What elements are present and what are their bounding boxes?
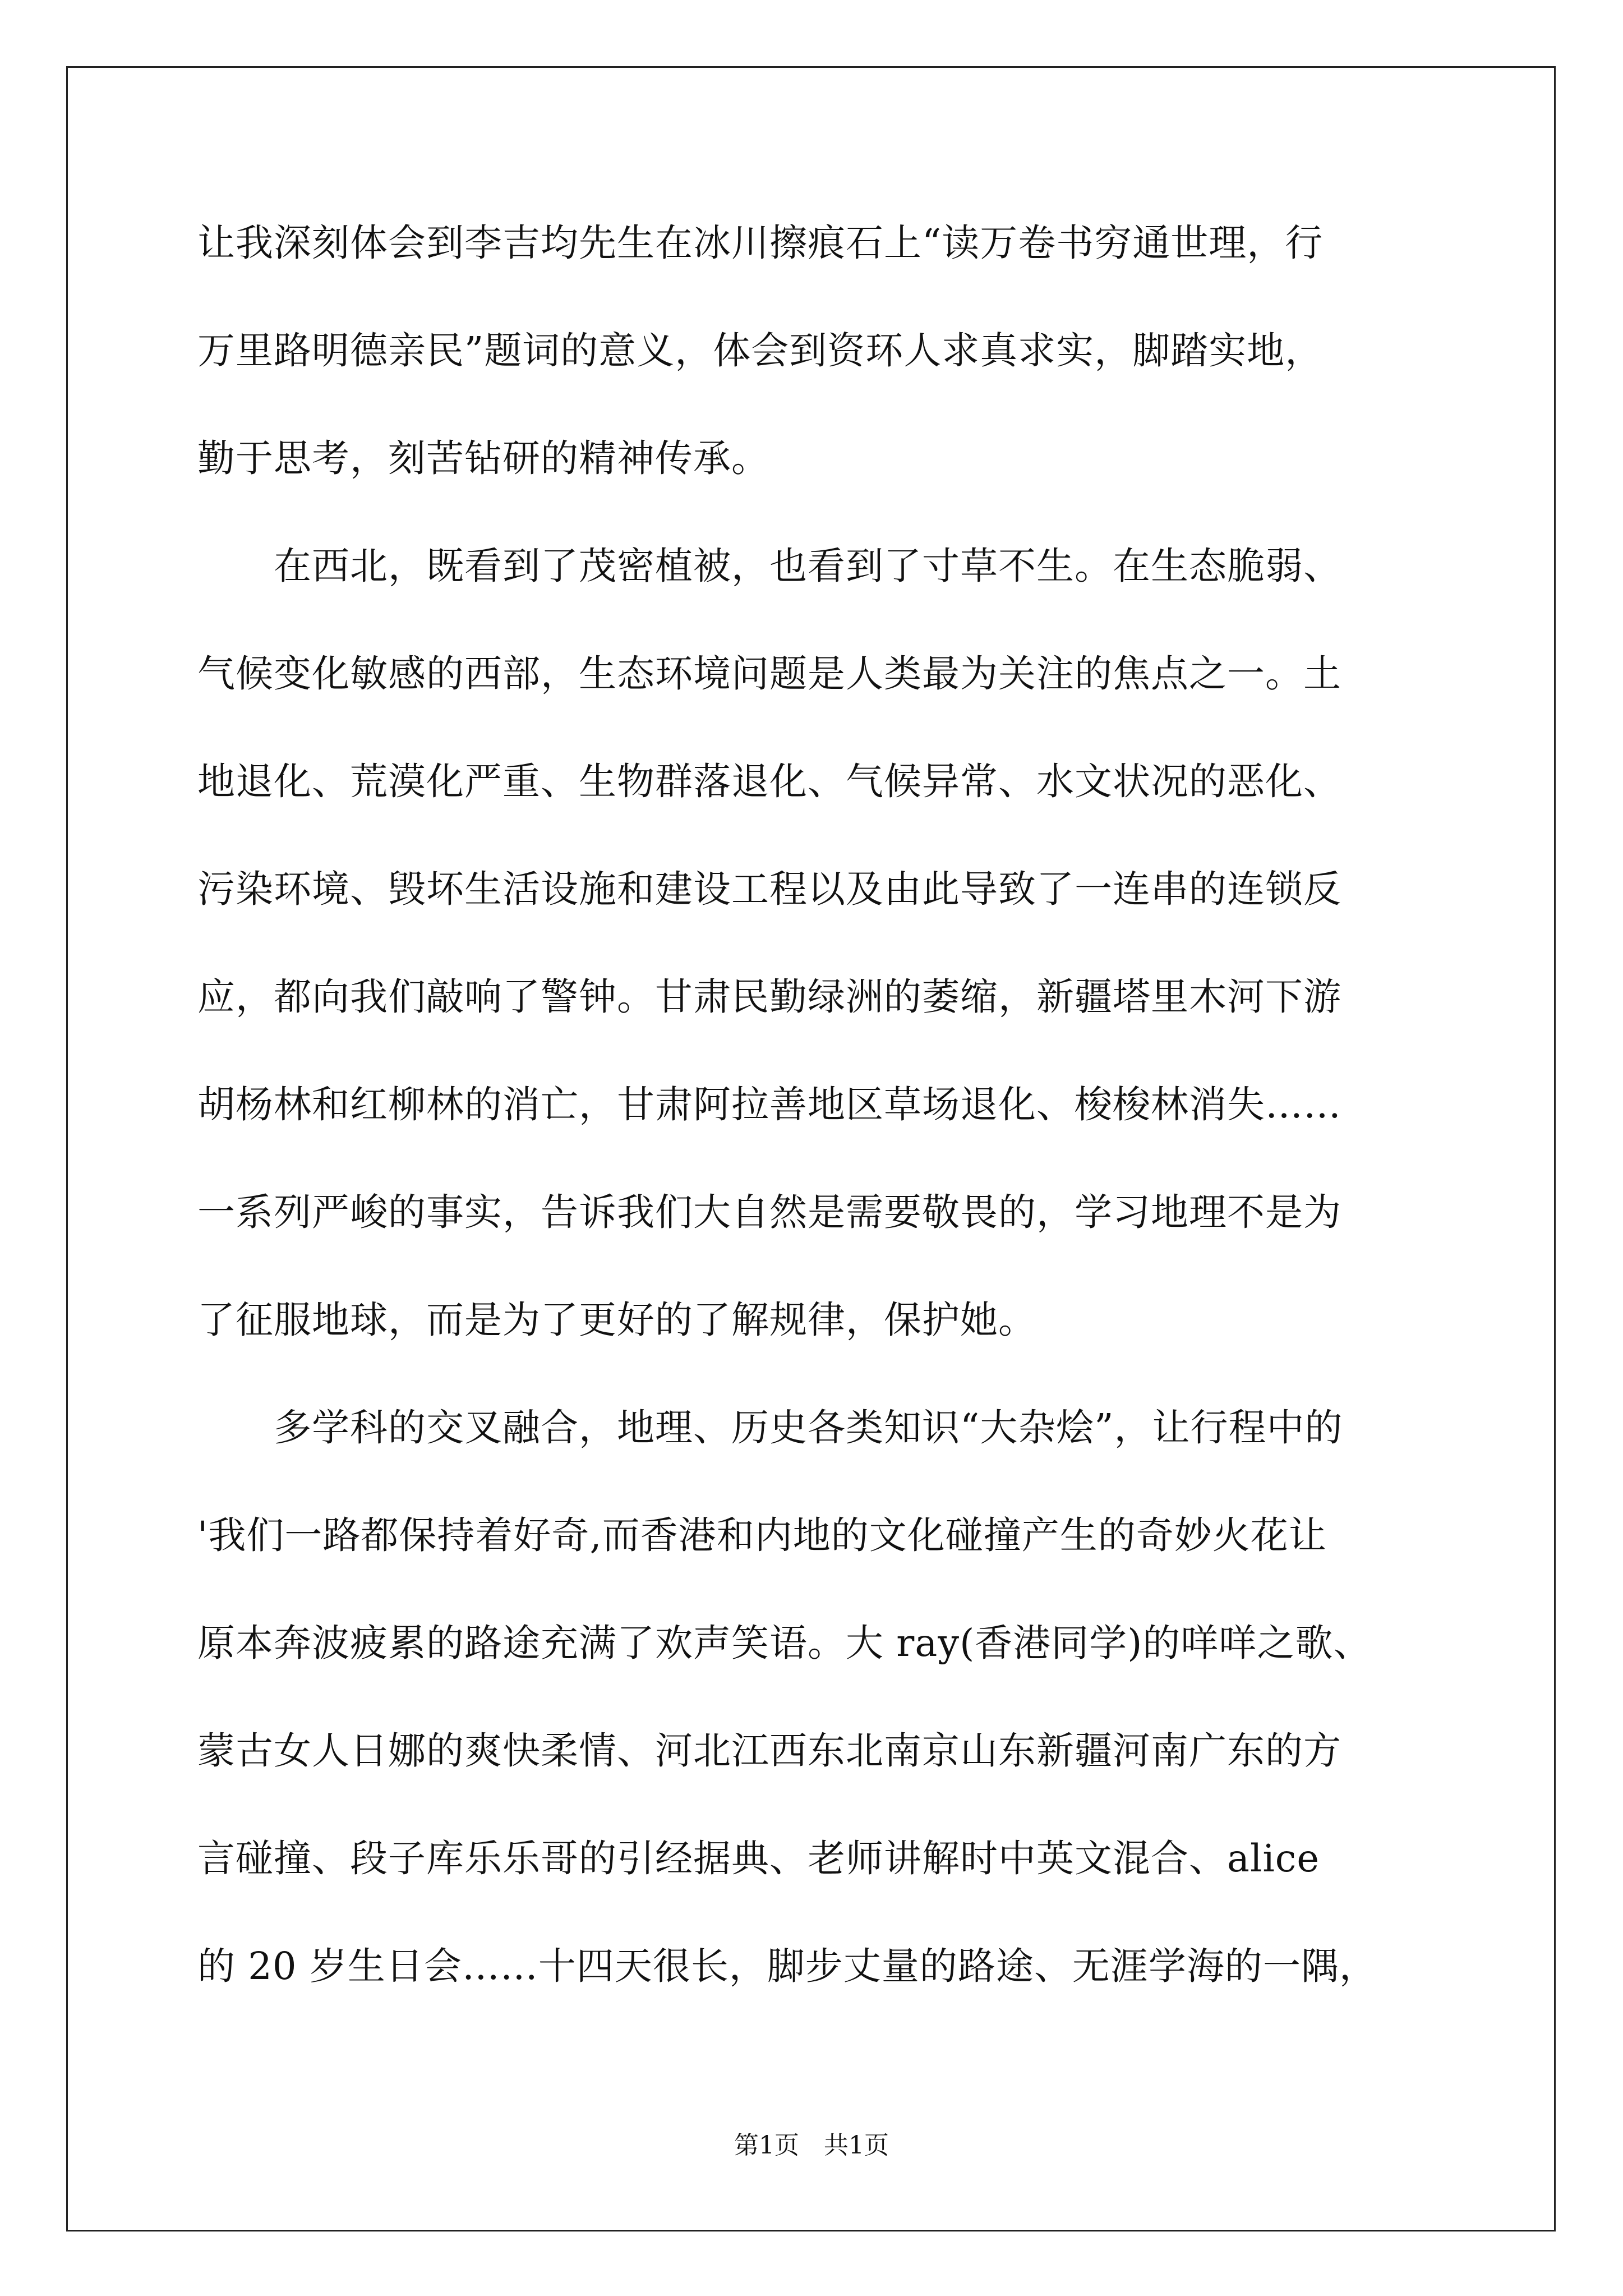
- text-line: 一系列严峻的事实，告诉我们大自然是需要敬畏的，学习地理不是为: [197, 1190, 1341, 1234]
- page-number-footer: 第1页 共1页: [734, 2131, 889, 2160]
- page-border: [66, 66, 1556, 2231]
- text-line: 勤于思考，刻苦钻研的精神传承。: [197, 436, 769, 480]
- text-line: 让我深刻体会到李吉均先生在冰川擦痕石上“读万卷书穷通世理，行: [197, 221, 1324, 265]
- text-line: 的 20 岁生日会……十四天很长，脚步丈量的路途、无涯学海的一隅，: [197, 1944, 1377, 1988]
- text-line: 应，都向我们敲响了警钟。甘肃民勤绿洲的萎缩，新疆塔里木河下游: [197, 975, 1341, 1019]
- text-line: 原本奔波疲累的路途充满了欢声笑语。大 ray(香港同学)的咩咩之歌、: [197, 1621, 1372, 1665]
- text-line: 地退化、荒漠化严重、生物群落退化、气候异常、水文状况的恶化、: [197, 760, 1341, 803]
- paragraph-start-line: 在西北，既看到了茂密植被，也看到了寸草不生。在生态脆弱、: [197, 544, 1341, 588]
- text-line: '我们一路都保持着好奇,而香港和内地的文化碰撞产生的奇妙火花让: [197, 1513, 1327, 1557]
- text-line: 言碰撞、段子库乐乐哥的引经据典、老师讲解时中英文混合、alice: [197, 1837, 1320, 1880]
- text-line: 万里路明德亲民”题词的意义，体会到资环人求真求实，脚踏实地，: [197, 329, 1324, 372]
- text-line: 蒙古女人日娜的爽快柔情、河北江西东北南京山东新疆河南广东的方: [197, 1729, 1341, 1773]
- paragraph-start-line: 多学科的交叉融合，地理、历史各类知识“大杂烩”，让行程中的: [197, 1406, 1343, 1450]
- text-line: 污染环境、毁坏生活设施和建设工程以及由此导致了一连串的连锁反: [197, 867, 1341, 911]
- text-line: 气候变化敏感的西部，生态环境问题是人类最为关注的焦点之一。土: [197, 652, 1341, 696]
- text-line: 胡杨林和红柳林的消亡，甘肃阿拉善地区草场退化、梭梭林消失……: [197, 1083, 1341, 1126]
- text-line: 了征服地球，而是为了更好的了解规律，保护她。: [197, 1298, 1036, 1342]
